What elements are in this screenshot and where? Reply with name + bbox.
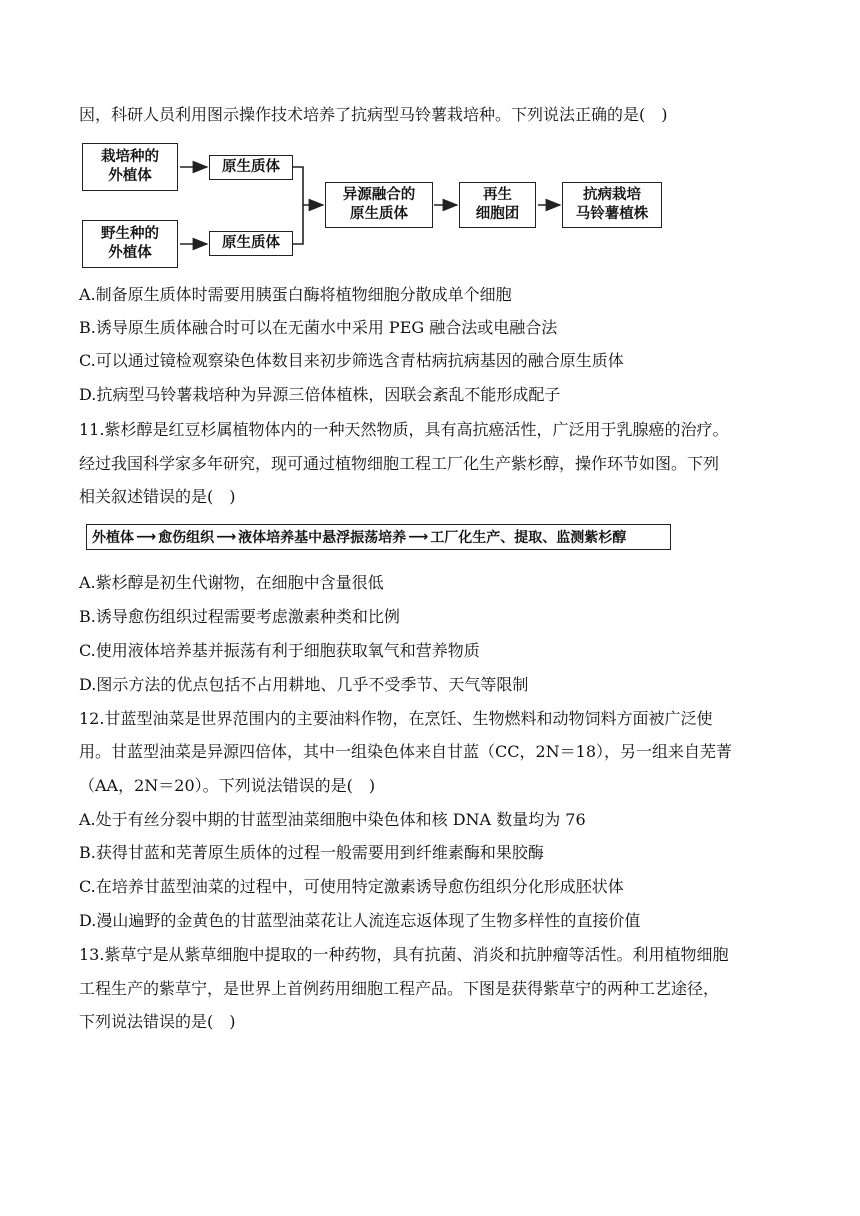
cultivated-explant-line2: 外植体: [108, 168, 152, 184]
fused-protoplast-line1: 异源融合的: [342, 187, 416, 203]
arrow-icon: ⟶: [216, 529, 237, 545]
regenerated-line1: 再生: [483, 187, 512, 203]
process-step-explant: 外植体: [92, 530, 134, 546]
fused-protoplast-line2: 原生质体: [350, 206, 408, 222]
question-11-line2: 经过我国科学家多年研究，现可通过植物细胞工程工厂化生产紫杉醇，操作环节如图。下列: [79, 454, 720, 473]
question-13-line3: 下列说法错误的是( ): [79, 1012, 236, 1031]
bracket-merge-connector: [293, 167, 303, 244]
fused-protoplast-box: [325, 182, 433, 228]
question-12-line1: 12.甘蓝型油菜是世界范围内的主要油料作物，在烹饪、生物燃料和动物饲料方面被广泛使: [79, 709, 713, 728]
option-10a: A.制备原生质体时需要用胰蛋白酶将植物细胞分散成单个细胞: [79, 285, 512, 304]
protoplast-top-box: [209, 155, 293, 180]
process-step-callus: 愈伤组织: [158, 530, 215, 546]
resistant-line2: 马铃薯植株: [575, 206, 649, 222]
question-13-line2: 工程生产的紫草宁，是世界上首例药用细胞工程产品。下图是获得紫草宁的两种工艺途径，: [79, 979, 720, 998]
resistant-line1: 抗病栽培: [583, 187, 641, 203]
wild-explant-box: [82, 220, 178, 268]
question-12-line3: （AA，2N＝20）。下列说法错误的是( ): [79, 776, 376, 795]
process-step-suspension-culture: 液体培养基中悬浮振荡培养: [238, 530, 407, 546]
question-stem-line: 因，科研人员利用图示操作技术培养了抗病型马铃薯栽培种。下列说法正确的是( ): [79, 105, 668, 124]
protoplast-bottom-label: 原生质体: [222, 235, 280, 251]
protoplast-bottom-box: [209, 231, 293, 256]
question-11-line1: 11.紫杉醇是红豆杉属植物体内的一种天然物质，具有高抗癌活性，广泛用于乳腺癌的治疗。: [79, 420, 729, 439]
option-11d: D.图示方法的优点包括不占用耕地、几乎不受季节、天气等限制: [79, 675, 529, 694]
regenerated-line2: 细胞团: [475, 206, 520, 222]
option-12d: D.漫山遍野的金黄色的甘蓝型油菜花让人流连忘返体现了生物多样性的直接价值: [79, 911, 641, 930]
arrow-icon: ⟶: [136, 529, 157, 545]
cultivated-explant-line1: 栽培种的: [101, 149, 159, 165]
cultivated-explant-box: [82, 143, 178, 191]
option-11a: A.紫杉醇是初生代谢物，在细胞中含量很低: [79, 573, 384, 592]
protoplast-top-label: 原生质体: [222, 159, 280, 175]
wild-explant-line1: 野生种的: [101, 226, 159, 242]
option-12a: A.处于有丝分裂中期的甘蓝型油菜细胞中染色体和核 DNA 数量均为 76: [79, 810, 586, 829]
option-10c: C.可以通过镜检观察染色体数目来初步筛选含青枯病抗病基因的融合原生质体: [79, 351, 624, 370]
option-10d: D.抗病型马铃薯栽培种为异源三倍体植株，因联会紊乱不能形成配子: [79, 385, 561, 404]
question-13-line1: 13.紫草宁是从紫草细胞中提取的一种药物，具有抗菌、消炎和抗肿瘤等活性。利用植物细胞: [79, 945, 729, 964]
taxol-process-diagram: [86, 524, 671, 550]
wild-explant-line2: 外植体: [108, 245, 152, 261]
process-step-production: 工厂化生产、提取、监测紫杉醇: [430, 530, 627, 546]
question-11-line3: 相关叙述错误的是( ): [79, 487, 236, 506]
resistant-potato-box: [562, 182, 662, 228]
question-12-line2: 用。甘蓝型油菜是异源四倍体，其中一组染色体来自甘蓝（CC，2N＝18），另一组来自芜菁: [79, 742, 733, 761]
option-12c: C.在培养甘蓝型油菜的过程中，可使用特定激素诱导愈伤组织分化形成胚状体: [79, 877, 624, 896]
regenerated-cell-mass-box: [459, 182, 536, 228]
option-11b: B.诱导愈伤组织过程需要考虑激素种类和比例: [79, 607, 400, 626]
option-12b: B.获得甘蓝和芜菁原生质体的过程一般需要用到纤维素酶和果胶酶: [79, 843, 544, 862]
arrow-icon: ⟶: [408, 529, 429, 545]
option-10b: B.诱导原生质体融合时可以在无菌水中采用 PEG 融合法或电融合法: [79, 318, 558, 337]
option-11c: C.使用液体培养基并振荡有利于细胞获取氧气和营养物质: [79, 641, 480, 660]
